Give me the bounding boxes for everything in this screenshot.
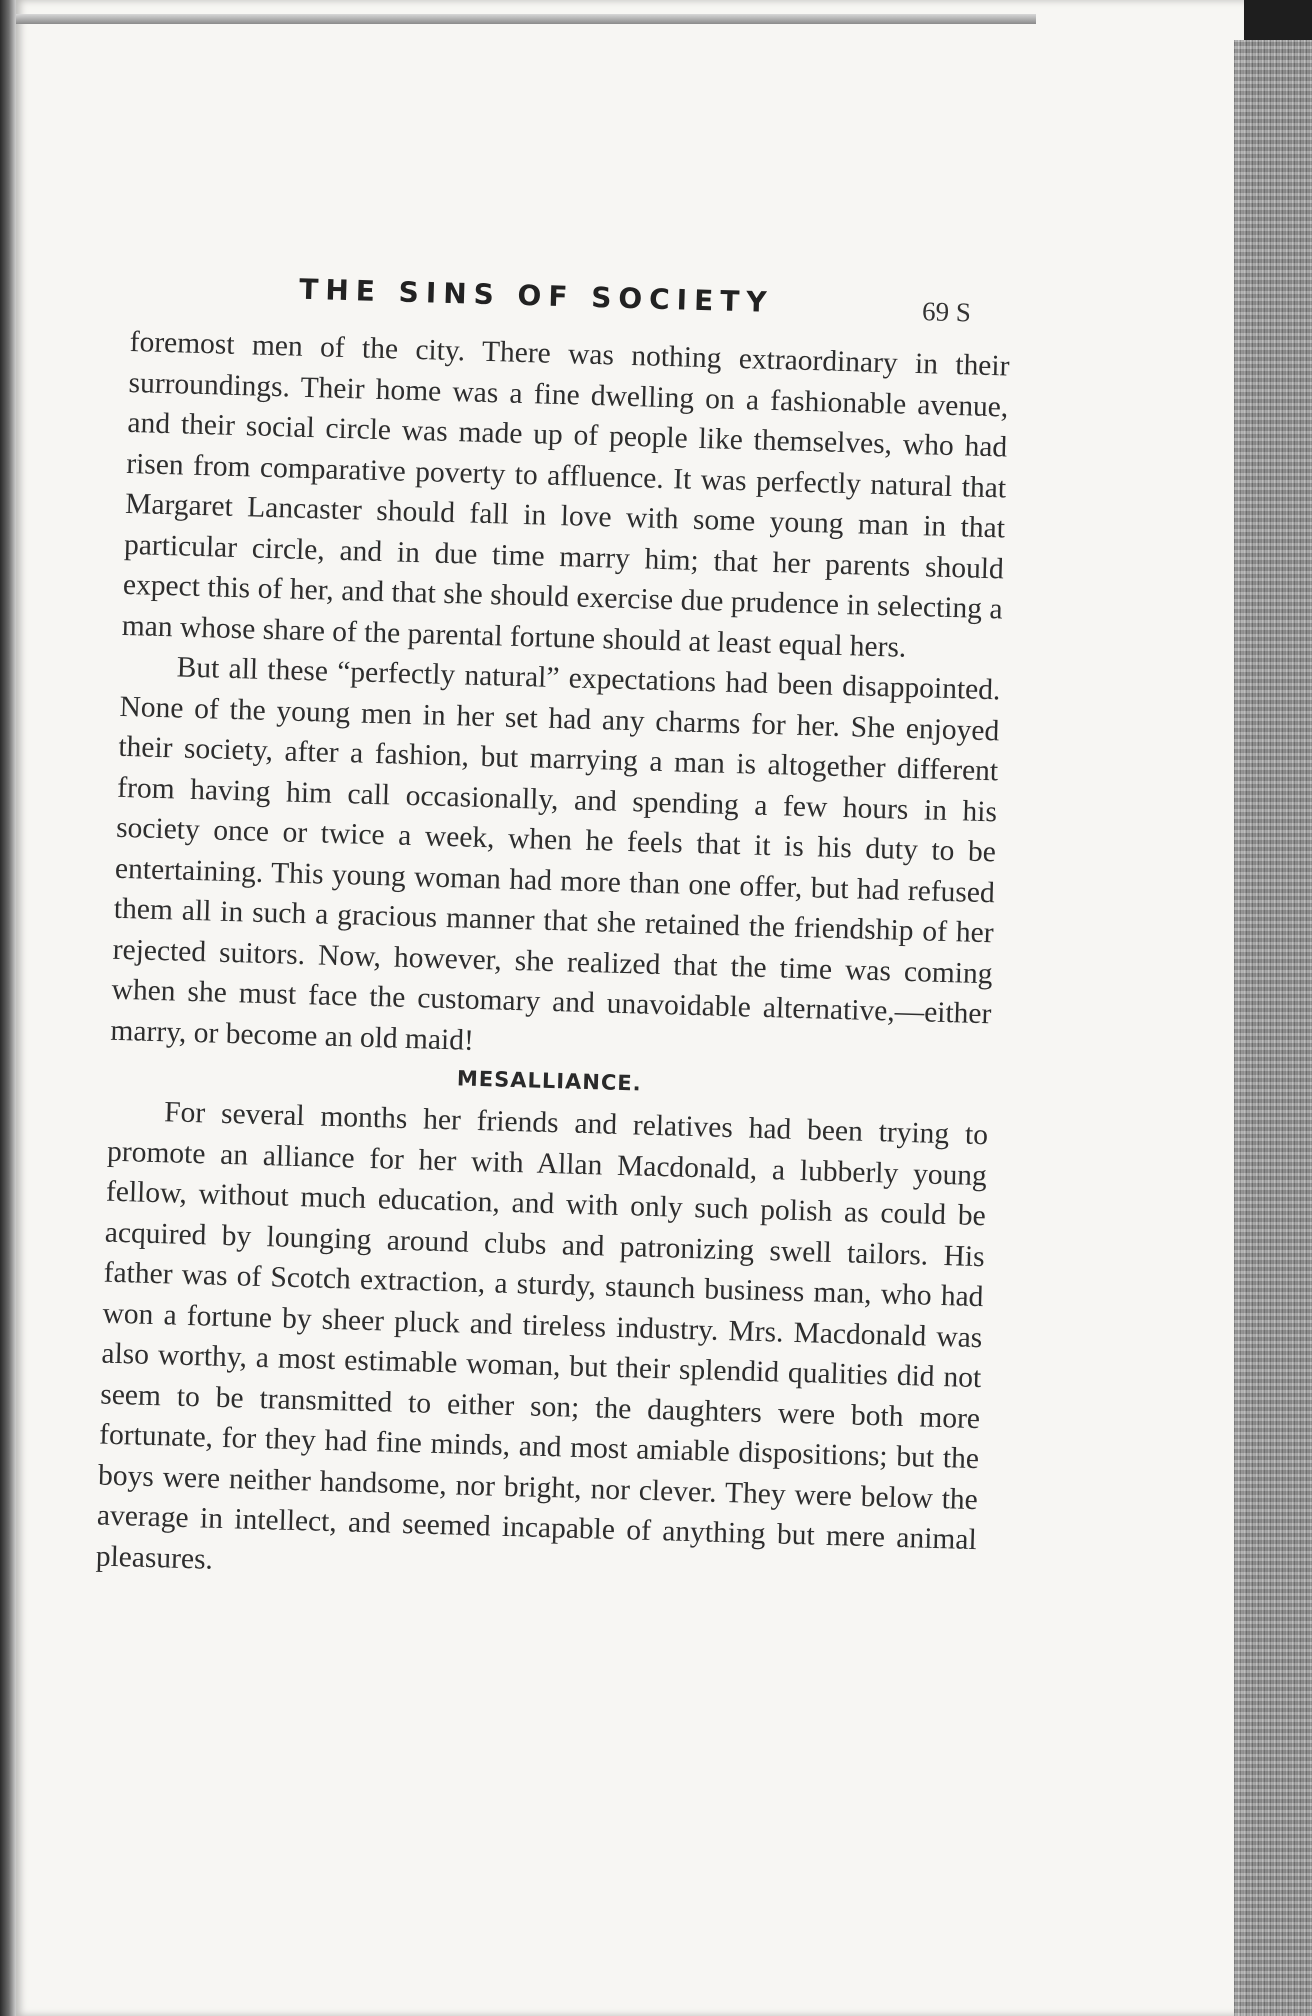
- page-stack-edges: [1234, 40, 1312, 2016]
- paragraph: But all these “perfectly natural” expectations had been disappointed. None of the young men in her set had any charms for her. She enjoyed their society, after a fashion, but marrying a man is altogether different from having him call occasionally, and spending a few hours in his society once or twice a week, when he feels that it is his duty to be entertaining. This young woman had more than one offer, but had refused them all in such a gracious manner that she retained the friendship of her rejected suitors. Now, however, she realized that the time was coming when she must face the customary and unavoidable alternative,—either marry, or become an old maid!: [110, 651, 1001, 1057]
- paragraph: For several months her friends and relatives had been trying to promote an alliance for her with Allan Macdonald, a lubberly young fellow, without much education, and with only such polish as could be acquired by lounging around clubs and patronizing swell tailors. His father was of Scotch extraction, a sturdy, staunch business man, who had won a fortune by sheer pluck and tireless industry. Mrs. Macdonald was also worthy, a most estimable woman, but their splendid qualities did not seem to be transmitted to either son; the daughters were both more fortunate, for they had fine minds, and most amiable dispositions; but the boys were neither handsome, nor bright, nor clever. They were below the average in intellect, and seemed incapable of anything but mere animal pleasures.: [95, 1096, 989, 1576]
- running-title: THE SINS OF SOCIETY: [298, 272, 775, 319]
- page-top-edge: [16, 14, 1036, 24]
- page-number: 69 S: [921, 296, 972, 328]
- page-text: [95, 262, 1011, 1601]
- section-heading: MESALLIANCE.: [456, 1066, 642, 1096]
- paragraph: foremost men of the city. There was nothing extraordinary in their surroundings. Their home was a fine dwelling on a fashionable avenue, and their social circle was made up of people like themselves, who had risen from comparative poverty to affluence. It was perfectly natural that Margaret Lancaster should fall in love with some young man in that particular circle, and in due time marry him; that her parents should expect this of her, and that she should exercise due prudence in selecting a man whose share of the parental fortune should at least equal hers.: [121, 325, 1010, 664]
- book-binding: [0, 0, 16, 2016]
